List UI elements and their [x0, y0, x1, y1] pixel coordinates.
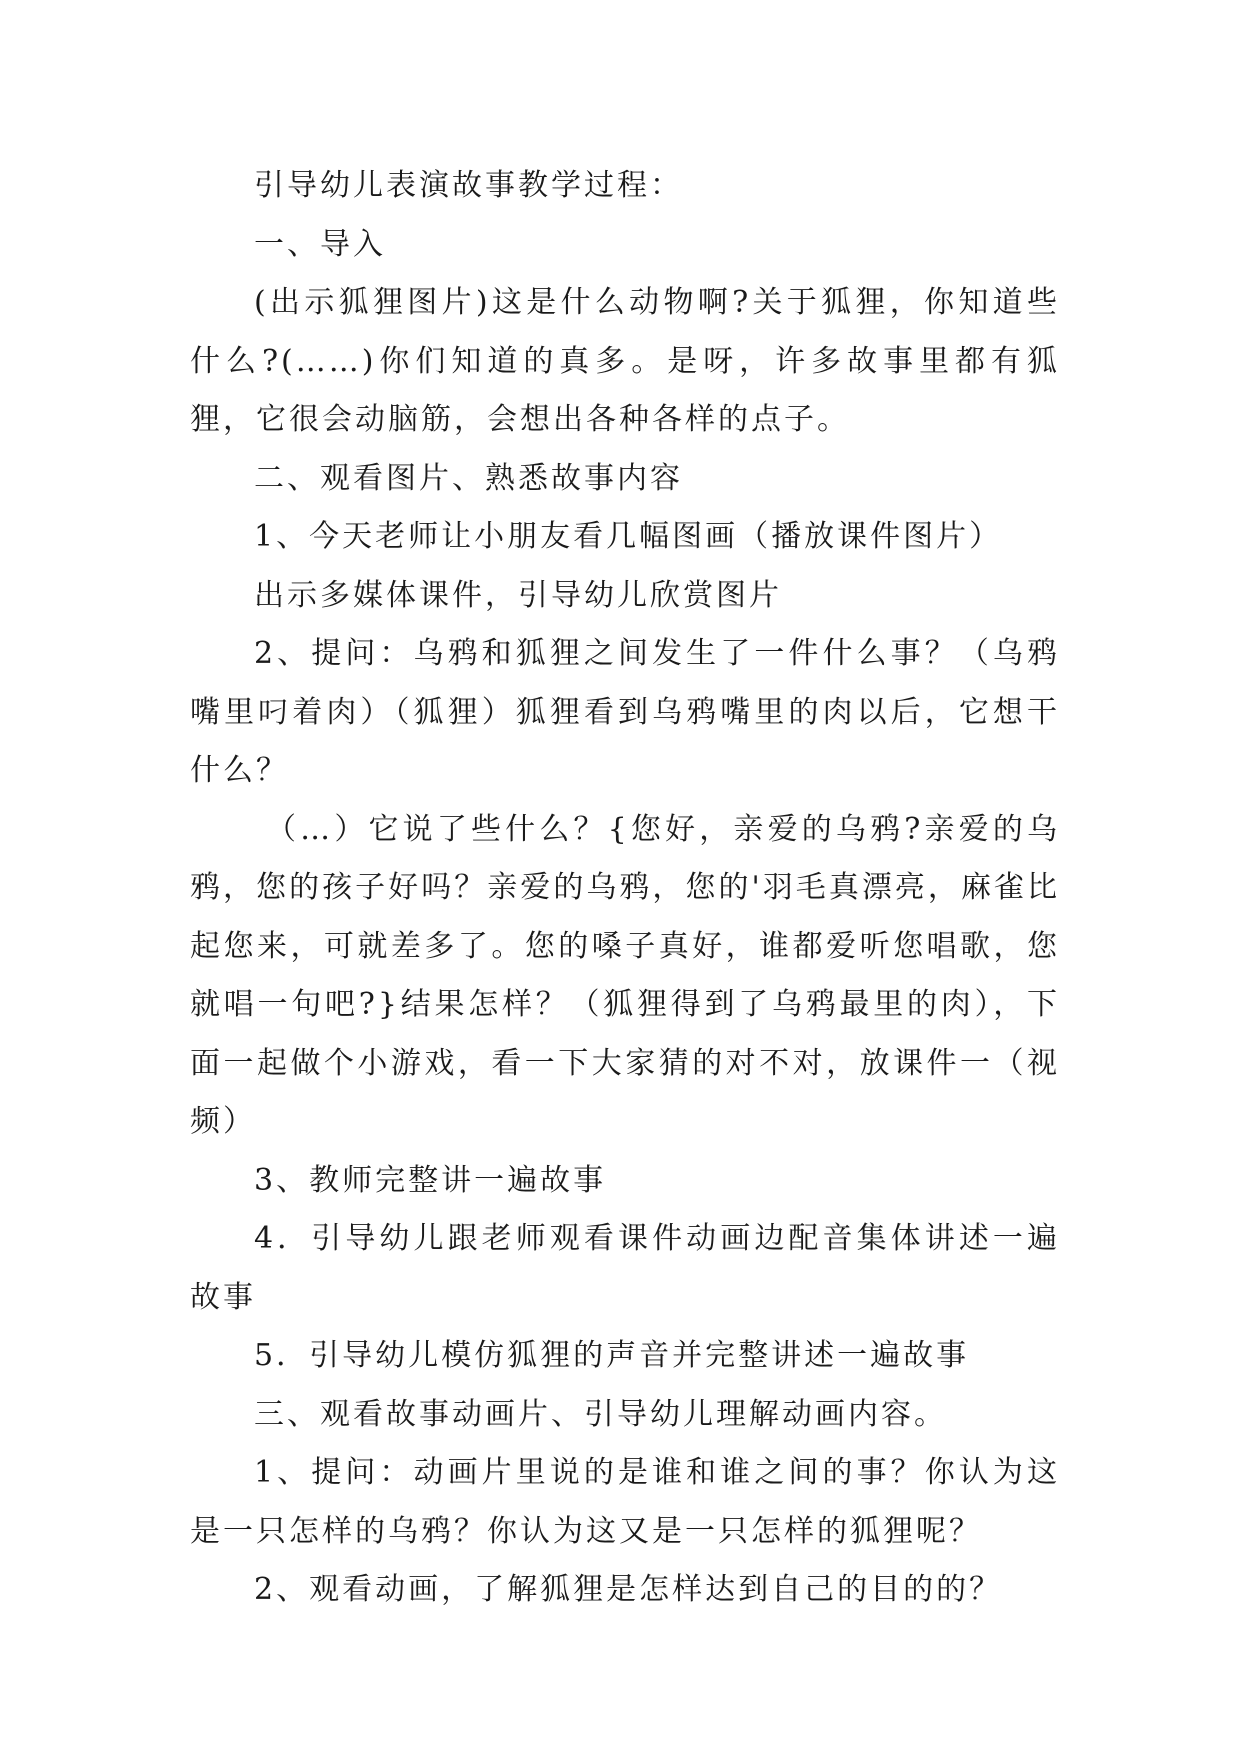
- paragraph: （…）它说了些什么？{您好，亲爱的乌鸦?亲爱的乌鸦，您的孩子好吗？亲爱的乌鸦，您的'羽毛真漂亮，麻雀比起您来，可就差多了。您的嗓子真好，谁都爱听您唱歌，您就唱一句吧?}结果怎样？（狐狸得到了乌鸦最里的肉），下面一起做个小游戏，看一下大家猜的对不对，放课件一（视频）: [190, 811, 1060, 1139]
- paragraph: (出示狐狸图片)这是什么动物啊?关于狐狸，你知道些什么?(……)你们知道的真多。是呀，许多故事里都有狐狸，它很会动脑筋，会想出各种各样的点子。: [190, 285, 1060, 437]
- paragraph: 2、观看动画，了解狐狸是怎样达到自己的目的的？: [254, 1572, 1003, 1607]
- section-heading: 三、观看故事动画片、引导幼儿理解动画内容。: [254, 1396, 947, 1432]
- section-heading: 一、导入: [254, 226, 386, 262]
- document-body: [190, 157, 1060, 1620]
- paragraph: 5．引导幼儿模仿狐狸的声音并完整讲述一遍故事: [254, 1338, 970, 1373]
- paragraph: 2、提问：乌鸦和狐狸之间发生了一件什么事？（乌鸦嘴里叼着肉）（狐狸）狐狸看到乌鸦嘴里的肉以后，它想干什么？: [190, 636, 1060, 788]
- paragraph: 3、教师完整讲一遍故事: [254, 1162, 607, 1198]
- section-heading: 二、观看图片、熟悉故事内容: [254, 460, 683, 496]
- section-heading: 引导幼儿表演故事教学过程：: [254, 168, 683, 203]
- paragraph: 出示多媒体课件，引导幼儿欣赏图片: [254, 577, 782, 613]
- paragraph: 1、今天老师让小朋友看几幅图画（播放课件图片）: [254, 519, 1003, 554]
- paragraph: 1、提问：动画片里说的是谁和谁之间的事？你认为这是一只怎样的乌鸦？你认为这又是一只怎样的狐狸呢？: [190, 1455, 1060, 1549]
- paragraph: 4．引导幼儿跟老师观看课件动画边配音集体讲述一遍故事: [190, 1221, 1060, 1315]
